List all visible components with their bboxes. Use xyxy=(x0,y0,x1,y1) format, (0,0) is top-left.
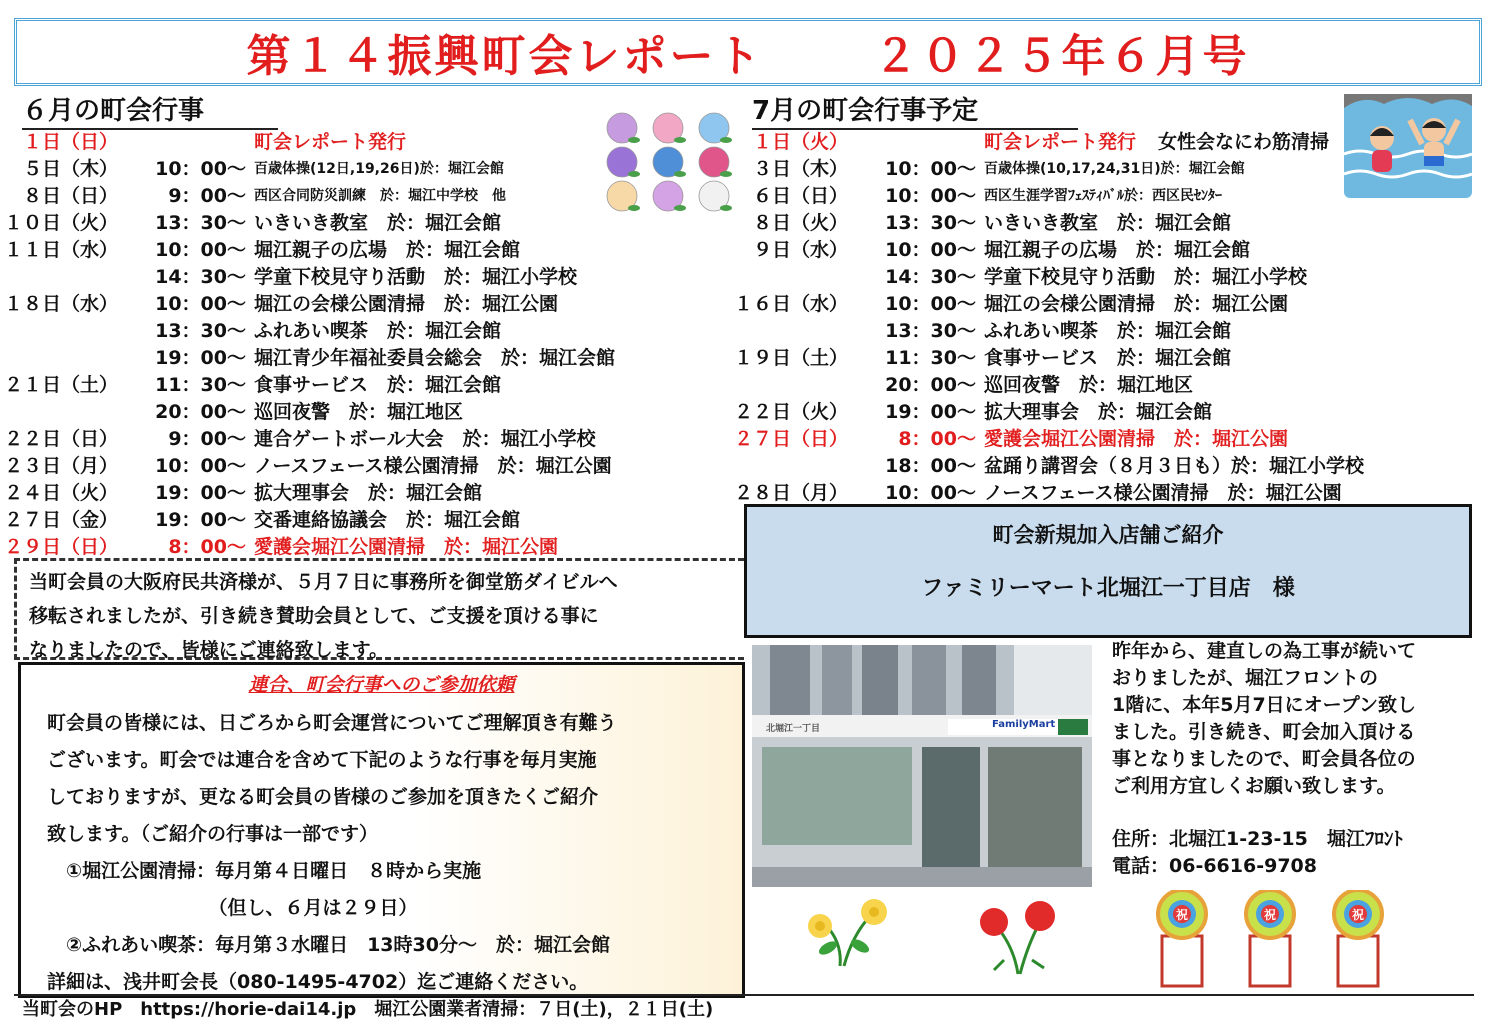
event-date: ２２日（火） xyxy=(733,401,848,423)
wreath-label: 祝 xyxy=(1175,908,1189,922)
event-row xyxy=(0,127,406,154)
event-time: 10：00～ xyxy=(155,293,246,315)
event-date: ２２日（日） xyxy=(3,428,118,450)
hydrangea-icon xyxy=(604,112,736,212)
event-date: ８日（日） xyxy=(22,185,118,207)
event-row xyxy=(0,154,504,181)
event-row xyxy=(0,235,520,262)
event-row xyxy=(730,316,1231,343)
event-time: 13：30～ xyxy=(155,320,246,342)
event-date: ２１日（土） xyxy=(3,374,118,396)
event-text: 愛護会堀江公園清掃 於：堀江公園 xyxy=(254,536,559,558)
request-line: 致します。（ご紹介の行事は一部です） xyxy=(47,823,378,845)
july-heading: 7月の町会行事予定 xyxy=(752,90,1078,130)
event-text: ふれあい喫茶 於：堀江会館 xyxy=(984,320,1232,342)
event-text: 百歳体操(12日,19,26日)於：堀江会館 xyxy=(254,160,504,177)
footer-text: 当町会のHP https://horie-dai14.jp 堀江公園業者清掃：７日(土)，２１日(土) xyxy=(22,999,714,1020)
event-text: 食事サービス 於：堀江会館 xyxy=(254,374,502,396)
event-time: 13：30～ xyxy=(155,212,246,234)
event-row xyxy=(0,397,463,424)
store-sign: FamilyMart xyxy=(992,719,1056,730)
event-text: 連合ゲートボール大会 於：堀江小学校 xyxy=(254,428,596,450)
event-time: 10：00～ xyxy=(885,293,976,315)
event-date: １９日（土） xyxy=(733,347,848,369)
event-time: 19：00～ xyxy=(155,347,246,369)
hydrangea-leaf xyxy=(674,137,686,143)
event-text: 町会レポート発行 xyxy=(254,131,407,153)
event-row xyxy=(730,424,1288,451)
event-text: 堀江の会様公園清掃 於：堀江公園 xyxy=(984,293,1289,315)
event-text: 巡回夜警 於：堀江地区 xyxy=(254,401,464,423)
event-row xyxy=(0,289,558,316)
store-photo xyxy=(752,645,1092,887)
event-text: 西区生涯学習ﾌｪｽﾃｨﾊﾞﾙ於：西区民ｾﾝﾀｰ xyxy=(984,187,1222,204)
yellow-flower-icon xyxy=(800,896,896,968)
event-time: 10：00～ xyxy=(155,455,246,477)
store-sign-sub: 北堀江一丁目 xyxy=(766,724,821,734)
notice-line: 当町会員の大阪府民共済様が、５月７日に事務所を御堂筋ダイビルへ xyxy=(29,571,618,593)
notice-line: なりましたので、皆様にご連絡致します。 xyxy=(29,639,389,661)
shop-info xyxy=(1112,638,1482,880)
event-date: ５日（木） xyxy=(22,158,118,180)
event-date: ９日（水） xyxy=(752,239,848,261)
shop-phone: 電話：06-6616-9708 xyxy=(1112,855,1317,877)
shop-info-line: ました。引き続き、町会加入頂ける xyxy=(1112,721,1416,743)
event-date: １日（日） xyxy=(22,131,118,153)
event-row xyxy=(730,370,1193,397)
event-row xyxy=(0,208,501,235)
event-time: 20：00～ xyxy=(885,374,976,396)
swimming-kids-icon xyxy=(1344,94,1472,198)
event-date: １６日（水） xyxy=(733,293,848,315)
event-row xyxy=(0,532,558,559)
event-time: 9：00～ xyxy=(168,428,246,450)
event-time: 9：00～ xyxy=(168,185,246,207)
request-line: ②ふれあい喫茶：毎月第３水曜日 13時30分～ 於：堀江会館 xyxy=(47,934,610,956)
event-time: 10：00～ xyxy=(885,185,976,207)
hydrangea-leaf xyxy=(628,171,640,177)
request-line: 詳細は、浅井町会長（080-1495-4702）迄ご連絡ください。 xyxy=(47,971,589,993)
event-time: 10：00～ xyxy=(885,239,976,261)
event-date: １１日（水） xyxy=(3,239,118,261)
event-date: ６日（日） xyxy=(752,185,848,207)
event-time: 18：00～ xyxy=(885,455,976,477)
event-row xyxy=(730,478,1342,505)
request-line: 町会員の皆様には、日ごろから町会運営についてご理解頂き有難う xyxy=(47,712,617,734)
participation-request-box xyxy=(18,662,745,998)
request-line: しておりますが、更なる町会員の皆様のご参加を頂きたくご紹介 xyxy=(47,786,599,808)
shop-info-line: 1階に、本年5月7日にオープン致し xyxy=(1112,694,1416,716)
event-row xyxy=(0,316,501,343)
event-date: １８日（水） xyxy=(3,293,118,315)
hydrangea-leaf xyxy=(674,171,686,177)
event-text: ふれあい喫茶 於：堀江会館 xyxy=(254,320,502,342)
newsletter-title: 第１４振興町会レポート xyxy=(246,31,764,82)
event-text: 拡大理事会 於：堀江会館 xyxy=(984,401,1213,423)
event-date: ２７日（金） xyxy=(3,509,118,531)
event-time: 11：30～ xyxy=(885,347,976,369)
event-row xyxy=(730,154,1245,181)
event-row xyxy=(730,289,1288,316)
event-time: 13：30～ xyxy=(885,212,976,234)
event-time: 8：00～ xyxy=(168,536,246,558)
event-row xyxy=(730,262,1307,289)
celebration-wreaths-icon xyxy=(1140,890,1410,990)
shop-info-line: おりましたが、堀江フロントの xyxy=(1112,667,1379,689)
event-text: 百歳体操(10,17,24,31日)於：堀江会館 xyxy=(984,160,1245,177)
event-date: ２３日（月） xyxy=(3,455,118,477)
hydrangea-leaf xyxy=(628,137,640,143)
request-line: （但し、６月は２９日） xyxy=(47,897,418,919)
event-time: 19：00～ xyxy=(155,482,246,504)
event-row xyxy=(730,127,1329,154)
wreath-label: 祝 xyxy=(1351,908,1365,922)
event-row xyxy=(0,262,577,289)
event-time: 14：30～ xyxy=(885,266,976,288)
event-text: 食事サービス 於：堀江会館 xyxy=(984,347,1232,369)
event-text: いきいき教室 於：堀江会館 xyxy=(254,212,502,234)
shop-info-line: 事となりましたので、町会員各位の xyxy=(1112,748,1416,770)
event-date: ２９日（日） xyxy=(3,536,118,558)
new-shop-box xyxy=(744,504,1472,638)
notice-line: 移転されましたが、引き続き賛助会員として、ご支援を頂ける事に xyxy=(29,605,599,627)
event-time: 10：00～ xyxy=(155,239,246,261)
event-row xyxy=(730,181,1222,208)
event-date: １日（火） xyxy=(752,131,848,153)
event-date: ８日（火） xyxy=(752,212,848,234)
event-text: 巡回夜警 於：堀江地区 xyxy=(984,374,1194,396)
event-text: いきいき教室 於：堀江会館 xyxy=(984,212,1232,234)
event-time: 10：00～ xyxy=(155,158,246,180)
new-shop-name: ファミリーマート北堀江一丁目店 様 xyxy=(921,576,1295,601)
event-text: 堀江親子の広場 於：堀江会館 xyxy=(984,239,1251,261)
event-text: 学童下校見守り活動 於：堀江小学校 xyxy=(254,266,578,288)
event-row xyxy=(0,343,615,370)
request-title: 連合、町会行事へのご参加依頼 xyxy=(248,674,515,696)
event-row xyxy=(0,505,520,532)
event-date: ２８日（月） xyxy=(733,482,848,504)
title-banner xyxy=(14,18,1482,86)
event-text: ノースフェース様公園清掃 於：堀江公園 xyxy=(984,482,1342,504)
event-text: 交番連絡協議会 於：堀江会館 xyxy=(254,509,521,531)
event-extra: 女性会なにわ筋清掃 xyxy=(1158,131,1330,153)
request-line: ございます。町会では連合を含めて下記のような行事を毎月実施 xyxy=(47,749,597,771)
event-text: ノースフェース様公園清掃 於：堀江公園 xyxy=(254,455,612,477)
event-text: 町会レポート発行 xyxy=(984,131,1137,153)
event-row xyxy=(0,451,612,478)
event-text: 拡大理事会 於：堀江会館 xyxy=(254,482,483,504)
june-heading: ６月の町会行事 xyxy=(22,90,278,130)
event-text: 学童下校見守り活動 於：堀江小学校 xyxy=(984,266,1308,288)
event-text: 堀江親子の広場 於：堀江会館 xyxy=(254,239,521,261)
event-row xyxy=(730,397,1212,424)
shop-address: 住所：北堀江1-23-15 堀江ﾌﾛﾝﾄ xyxy=(1112,828,1403,850)
event-date: １０日（火） xyxy=(3,212,118,234)
event-time: 8：00～ xyxy=(898,428,976,450)
hydrangea-leaf xyxy=(628,205,640,211)
wreath-stand xyxy=(1162,936,1202,986)
event-date: ２７日（日） xyxy=(733,428,848,450)
red-carnation-icon xyxy=(974,900,1066,976)
event-text: 西区合同防災訓練 於：堀江中学校 他 xyxy=(254,187,506,204)
event-row xyxy=(0,478,482,505)
new-shop-heading: 町会新規加入店舗ご紹介 xyxy=(992,523,1224,547)
event-date: ３日（木） xyxy=(752,158,848,180)
event-row xyxy=(0,424,596,451)
event-row xyxy=(730,451,1364,478)
hydrangea-leaf xyxy=(674,205,686,211)
event-text: 堀江の会様公園清掃 於：堀江公園 xyxy=(254,293,559,315)
event-text: 盆踊り講習会（８月３日も）於：堀江小学校 xyxy=(984,455,1365,477)
event-text: 愛護会堀江公園清掃 於：堀江公園 xyxy=(984,428,1289,450)
event-text: 堀江青少年福祉委員会総会 於：堀江会館 xyxy=(254,347,616,369)
wreath-label: 祝 xyxy=(1263,908,1277,922)
event-time: 20：00～ xyxy=(155,401,246,423)
event-row xyxy=(0,370,501,397)
wreath-stand xyxy=(1338,936,1378,986)
event-row xyxy=(730,235,1250,262)
event-time: 10：00～ xyxy=(885,158,976,180)
issue-label: ２０２５年６月号 xyxy=(873,31,1250,82)
event-time: 19：00～ xyxy=(155,509,246,531)
event-time: 14：30～ xyxy=(155,266,246,288)
event-row xyxy=(0,181,506,208)
event-time: 13：30～ xyxy=(885,320,976,342)
shop-info-line: ご利用方宜しくお願い致します。 xyxy=(1112,775,1396,797)
event-date: ２４日（火） xyxy=(3,482,118,504)
event-time: 11：30～ xyxy=(155,374,246,396)
request-line: ①堀江公園清掃：毎月第４日曜日 ８時から実施 xyxy=(47,860,482,882)
event-time: 19：00～ xyxy=(885,401,976,423)
shop-info-line: 昨年から、建直しの為工事が続いて xyxy=(1112,640,1417,662)
notice-box xyxy=(14,558,744,660)
event-row xyxy=(730,343,1231,370)
wreath-stand xyxy=(1250,936,1290,986)
event-row xyxy=(730,208,1231,235)
event-time: 10：00～ xyxy=(885,482,976,504)
